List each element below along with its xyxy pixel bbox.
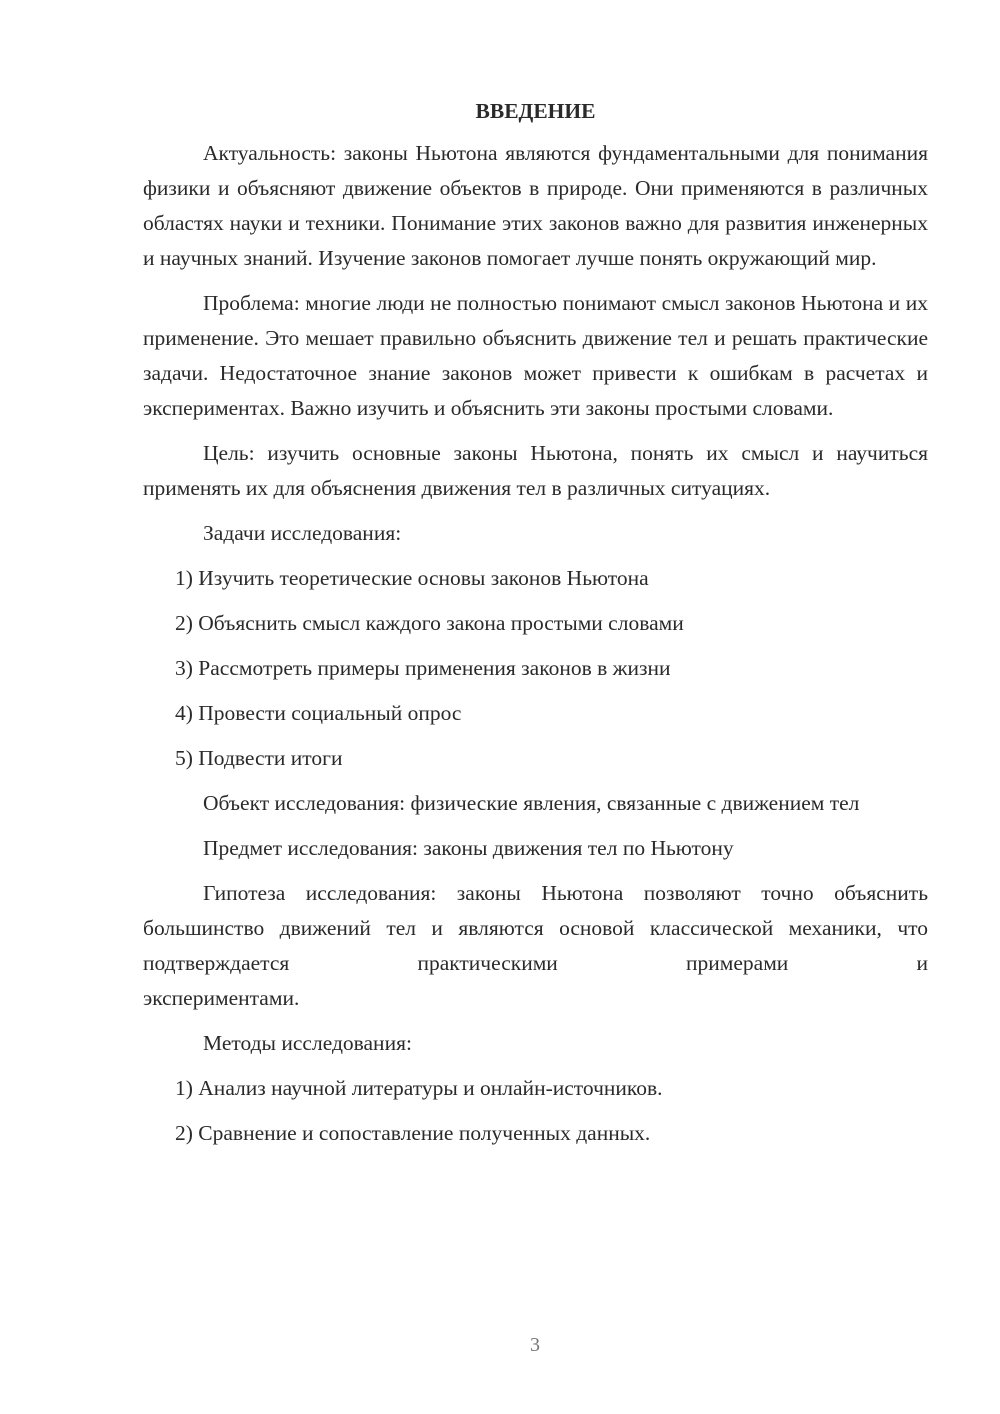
methods-list [143, 1071, 928, 1151]
methods-title: Методы исследования: [203, 1031, 412, 1055]
subject-paragraph: Предмет исследования: законы движения тел по Ньютону [203, 836, 734, 860]
list-item: 2) Объяснить смысл каждого закона простыми словами [175, 611, 684, 635]
list-item: 2) Сравнение и сопоставление полученных данных. [175, 1121, 651, 1145]
object-paragraph: Объект исследования: физические явления, связанные с движением тел [203, 791, 860, 815]
document-page [143, 96, 928, 1161]
hypothesis-end-line: экспериментами. [143, 986, 300, 1010]
list-item: 1) Изучить теоретические основы законов Ньютона [175, 566, 649, 590]
list-item: 5) Подвести итоги [175, 746, 343, 770]
list-item: 1) Анализ научной литературы и онлайн-источников. [175, 1076, 663, 1100]
list-item: 4) Провести социальный опрос [175, 701, 462, 725]
problem-paragraph: Проблема: многие люди не полностью понимают смысл законов Ньютона и их применение. Это мешает правильно объяснить движение тел и решать практические задачи. Недостаточное знание законов может привести к ошибкам в расчетах и экспериментах. Важно изучить и объяснить эти законы простыми словами. [143, 291, 928, 420]
section-heading: ВВЕДЕНИЕ [475, 99, 596, 123]
page-number: 3 [530, 1334, 540, 1356]
hypothesis-paragraph [143, 876, 928, 981]
tasks-title: Задачи исследования: [203, 521, 402, 545]
tasks-list [143, 561, 928, 776]
relevance-paragraph: Актуальность: законы Ньютона являются фундаментальными для понимания физики и объясняют движение объектов в природе. Они применяются в различных областях науки и техники. Понимание этих законов важно для развития инженерных и научных знаний. Изучение законов помогает лучше понять окружающий мир. [143, 141, 928, 270]
list-item: 3) Рассмотреть примеры применения законов в жизни [175, 656, 671, 680]
hypothesis-main-text: Гипотеза исследования: законы Ньютона позволяют точно объяснить большинство движений тел и являются основой классической механики, что подтверждается практическими примерами и [143, 881, 928, 975]
goal-paragraph: Цель: изучить основные законы Ньютона, понять их смысл и научиться применять их для объяснения движения тел в различных ситуациях. [143, 441, 928, 500]
